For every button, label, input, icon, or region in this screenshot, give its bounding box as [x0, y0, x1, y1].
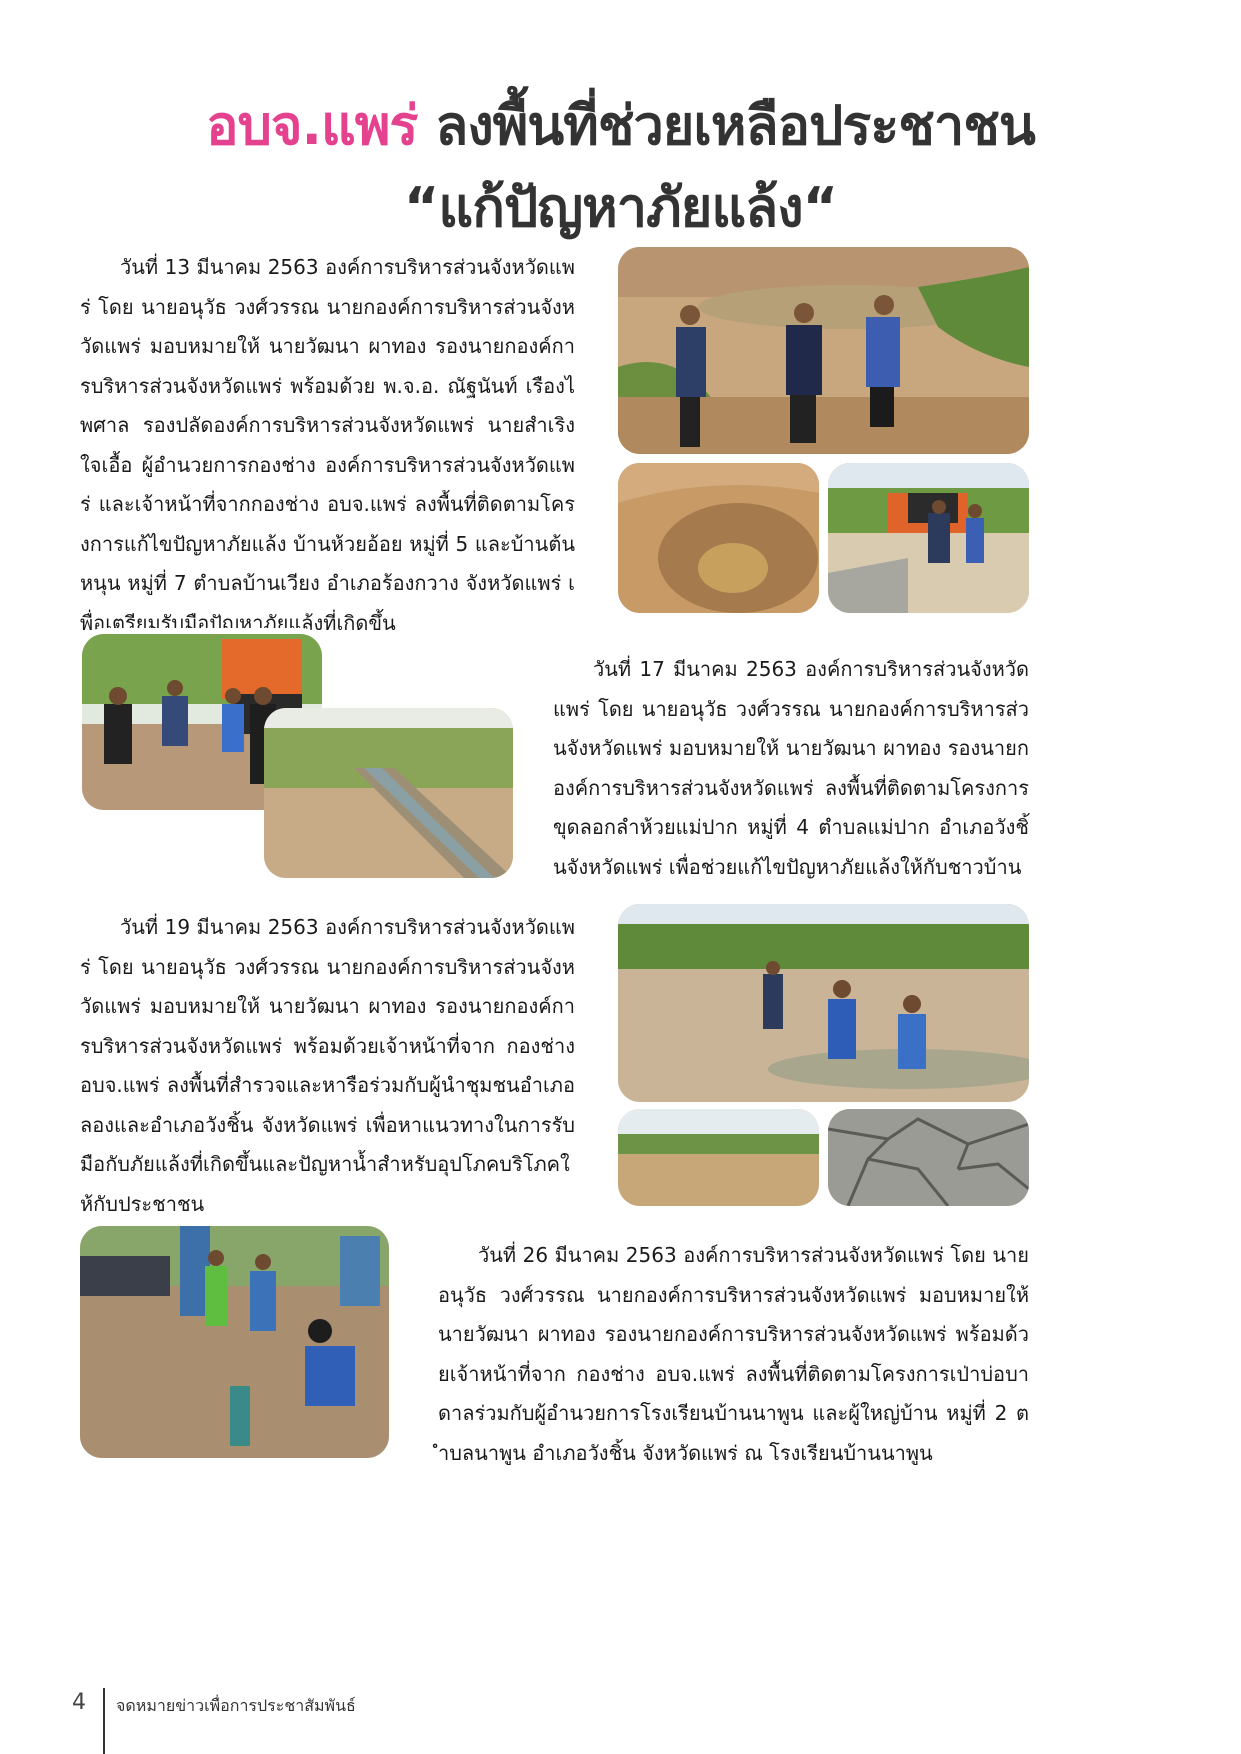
photo-dredged-stream: [264, 708, 513, 878]
title-line1-rest: ลงพื้นที่ช่วยเหลือประชาชน: [417, 94, 1035, 157]
photo-dry-reservoir-survey: [618, 904, 1029, 1102]
article-1-text: วันที่ 13 มีนาคม 2563 องค์การบริหารส่วนจังหวัดแพร่ โดย นายอนุวัธ วงศ์วรรณ นายกองค์การบริหารส่วนจังหวัดแพร่ มอบหมายให้ นายวัฒนา ผาทอง รองนายกองค์การบริหารส่วนจังหวัดแพร่ พร้อมด้วย พ.จ.อ. ณัฐนันท์ เรืองไพศาล รองปลัดองค์การบริหารส่วนจังหวัดแพร่ นายสำเริง ใจเอื้อ ผู้อำนวยการกองช่าง องค์การบริหารส่วนจังหวัดแพร่ และเจ้าหน้าที่จากกองช่าง อบจ.แพร่ ลงพื้นที่ติดตามโครงการแก้ไขปัญหาภัยแล้ง บ้านห้วยอ้อย หมู่ที่ 5 และบ้านต้นหนุน หมู่ที่ 7 ตำบลบ้านเวียง อำเภอร้องกวาง จังหวัดแพร่ เพื่อเตรียมรับมือปัญหาภัยแล้งที่เกิดขึ้น: [80, 255, 575, 635]
article-4-text: วันที่ 26 มีนาคม 2563 องค์การบริหารส่วนจังหวัดแพร่ โดย นายอนุวัธ วงศ์วรรณ นายกองค์การบริหารส่วนจังหวัดแพร่ มอบหมายให้ นายวัฒนา ผาทอง รองนายกองค์การบริหารส่วนจังหวัดแพร่ พร้อมด้วยเจ้าหน้าที่จาก กองช่าง อบจ.แพร่ ลงพื้นที่ติดตามโครงการเป่าบ่อบาดาลร่วมกับผู้อำนวยการโรงเรียนบ้านนาพูน และผู้ใหญ่บ้าน หมู่ที่ 2 ตำบลนาพูน อำเภอวังชิ้น จังหวัดแพร่ ณ โรงเรียนบ้านนาพูน: [438, 1243, 1029, 1465]
photo-dry-field: [618, 1109, 819, 1206]
photo-dry-well-hole: [618, 463, 819, 613]
footer-divider: [103, 1688, 105, 1754]
photo-officials-at-pond: [618, 247, 1029, 454]
photo-excavator-site: [828, 463, 1029, 613]
photo-cracked-soil: [828, 1109, 1029, 1206]
publication-name: จดหมายข่าวเพื่อการประชาสัมพันธ์: [116, 1696, 356, 1715]
article-3-text: วันที่ 19 มีนาคม 2563 องค์การบริหารส่วนจังหวัดแพร่ โดย นายอนุวัธ วงศ์วรรณ นายกองค์การบริหารส่วนจังหวัดแพร่ มอบหมายให้ นายวัฒนา ผาทอง รองนายกองค์การบริหารส่วนจังหวัดแพร่ พร้อมด้วยเจ้าหน้าที่จาก กองช่าง อบจ.แพร่ ลงพื้นที่สำรวจและหารือร่วมกับผู้นำชุมชนอำเภอลองและอำเภอวังชิ้น จังหวัดแพร่ เพื่อหาแนวทางในการรับมือกับภัยแล้งที่เกิดขึ้นและปัญหาน้ำสำหรับอุปโภคบริโภคให้กับประชาชน: [80, 915, 575, 1216]
page-title-line-1: [0, 86, 1241, 166]
article-2-text: วันที่ 17 มีนาคม 2563 องค์การบริหารส่วนจังหวัดแพร่ โดย นายอนุวัธ วงศ์วรรณ นายกองค์การบริหารส่วนจังหวัดแพร่ มอบหมายให้ นายวัฒนา ผาทอง รองนายกองค์การบริหารส่วนจังหวัดแพร่ ลงพื้นที่ติดตามโครงการขุดลอกลำห้วยแม่ปาก หมู่ที่ 4 ตำบลแม่ปาก อำเภอวังชิ้นจังหวัดแพร่ เพื่อช่วยแก้ไขปัญหาภัยแล้งให้กับชาวบ้าน: [553, 657, 1029, 879]
page-number: 4: [72, 1690, 86, 1715]
title-accent: อบจ.แพร่: [206, 94, 418, 157]
photo-water-well-drilling: [80, 1226, 389, 1458]
page-title-line-2: “แก้ปัญหาภัยแล้ง“: [403, 176, 838, 239]
